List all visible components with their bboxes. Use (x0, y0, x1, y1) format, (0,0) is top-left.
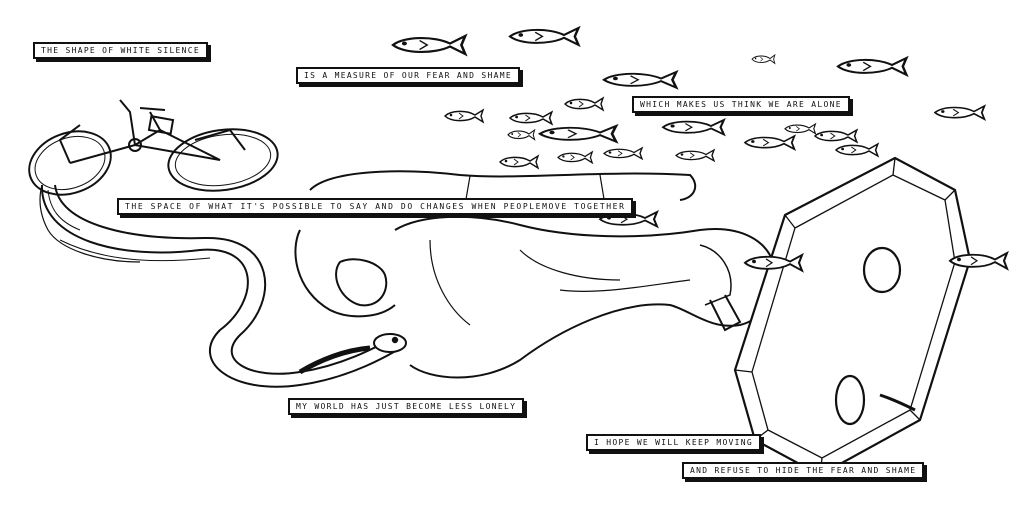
caption-refuse-to-hide: AND REFUSE TO HIDE THE FEAR AND SHAME (682, 462, 924, 479)
caption-less-lonely: MY WORLD HAS JUST BECOME LESS LONELY (288, 398, 524, 415)
bicycle-icon (20, 100, 281, 206)
caption-alone: WHICH MAKES US THINK WE ARE ALONE (632, 96, 850, 113)
caption-fear-and-shame: IS A MEASURE OF OUR FEAR AND SHAME (296, 67, 520, 84)
caption-keep-moving: I HOPE WE WILL KEEP MOVING (586, 434, 761, 451)
octagon-block-icon (735, 158, 970, 475)
caption-white-silence: THE SHAPE OF WHITE SILENCE (33, 42, 208, 59)
caption-space-of-possible: THE SPACE OF WHAT IT'S POSSIBLE TO SAY AND DO CHANGES WHEN PEOPLEMOVE TOGETHER (117, 198, 633, 215)
